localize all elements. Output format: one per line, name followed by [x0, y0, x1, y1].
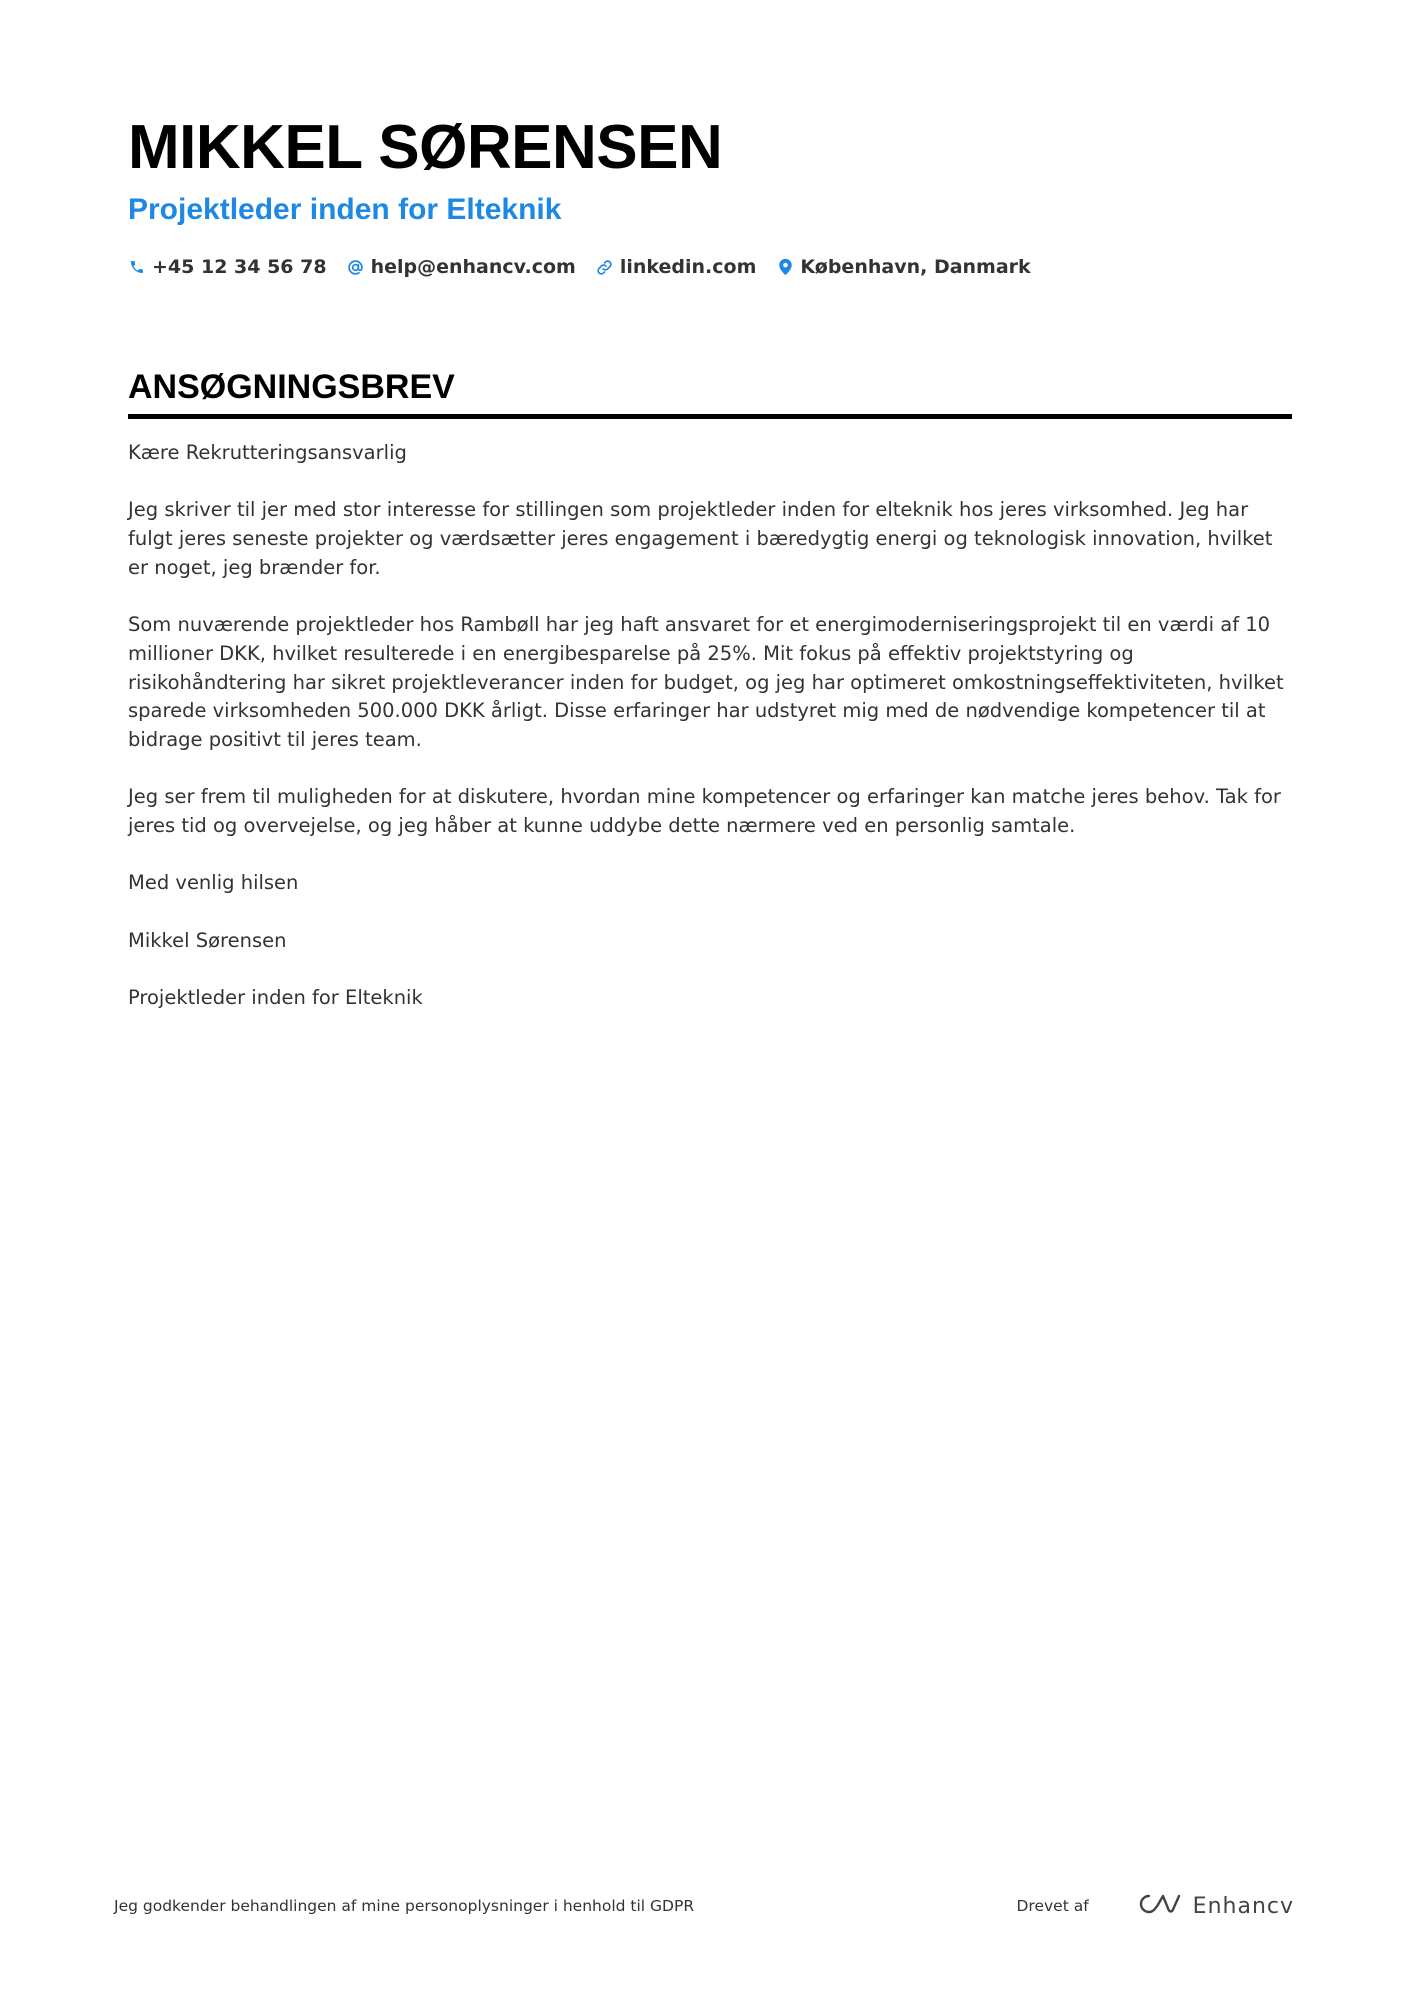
letter-paragraph: Jeg skriver til jer med stor interesse for stillingen som projektleder inden for elteknik hos jeres virksomhed. Jeg har fulgt jeres seneste projekter og værdsætter jeres engagement i bæredygtig energi og teknologisk innovation, hvilket er noget, jeg brænder for. [128, 498, 1273, 579]
candidate-title: Projektleder inden for Elteknik [128, 193, 562, 226]
cover-letter-section [128, 364, 1292, 1042]
gdpr-consent-text: Jeg godkender behandlingen af mine personoplysninger i henhold til GDPR [114, 1897, 695, 1915]
letter-greeting: Kære Rekrutteringsansvarlig [128, 441, 407, 464]
contact-phone [128, 256, 327, 278]
enhancv-logo[interactable] [1137, 1892, 1294, 1920]
at-icon [347, 258, 365, 276]
phone-icon [128, 258, 146, 276]
letter-body [128, 439, 1292, 1013]
contact-email[interactable] [347, 256, 576, 278]
location-text: København, Danmark [800, 256, 1031, 278]
letter-paragraph: Som nuværende projektleder hos Rambøll har jeg haft ansvaret for et energimoderniseringsprojekt til en værdi af 10 millioner DKK, hvilket resulterede i en energibesparelse på 25%. Mit fokus på effektiv projektstyring og risikohåndtering har sikret projektleverancer inden for budget, og jeg har optimeret omkostningseffektiviteten, hvilket sparede virksomheden 500.000 DKK årligt. Disse erfaringer har udstyret mig med de nødvendige kompetencer til at bidrage positivt til jeres team. [128, 613, 1284, 751]
powered-by [1017, 1892, 1295, 1920]
header [128, 112, 1292, 278]
linkedin-link[interactable]: linkedin.com [619, 256, 757, 278]
enhancv-brand-name: Enhancv [1192, 1893, 1294, 1919]
powered-by-label: Drevet af [1016, 1897, 1089, 1915]
section-title: ANSØGNINGSBREV [128, 364, 1292, 419]
contact-location [776, 256, 1030, 278]
signature-name: Mikkel Sørensen [128, 928, 287, 952]
footer [114, 1886, 1294, 1926]
link-icon [596, 258, 614, 276]
contact-linkedin[interactable] [596, 256, 757, 278]
enhancv-logo-icon [1137, 1892, 1183, 1920]
signature-title: Projektleder inden for Elteknik [128, 986, 423, 1010]
location-pin-icon [776, 258, 794, 276]
letter-closing: Med venlig hilsen [128, 871, 299, 895]
letter-paragraph: Jeg ser frem til muligheden for at diskutere, hvordan mine kompetencer og erfaringer kan matche jeres behov. Tak for jeres tid og overvejelse, og jeg håber at kunne uddybe dette nærmere ved en personlig samtale. [128, 785, 1281, 838]
email-address[interactable]: help@enhancv.com [370, 256, 576, 278]
phone-number: +45 12 34 56 78 [152, 256, 327, 278]
candidate-name: MIKKEL SØRENSEN [128, 113, 723, 182]
contact-bar [128, 256, 1292, 278]
